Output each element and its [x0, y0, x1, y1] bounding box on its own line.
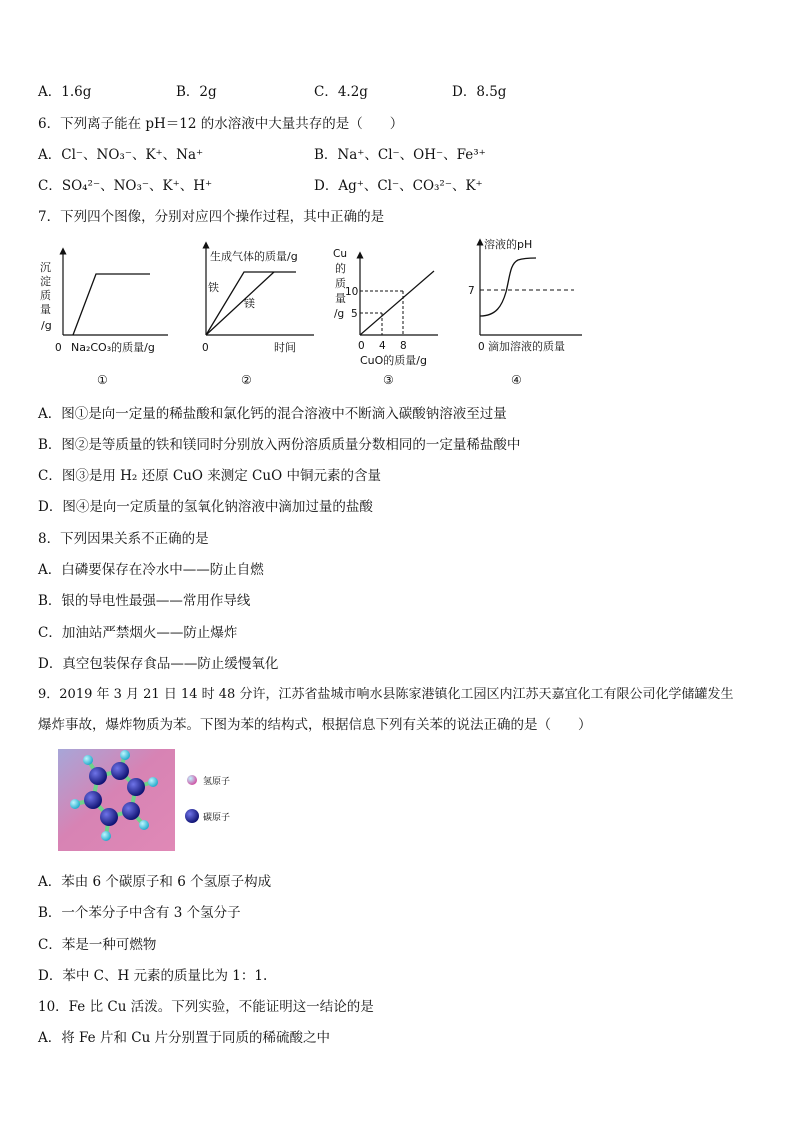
q6-option-c: C．SO₄²⁻、NO₃⁻、K⁺、H⁺: [38, 178, 213, 194]
carbon-legend-label: 碳原子: [203, 813, 231, 823]
q5-option-c: C．4.2g: [314, 84, 368, 100]
q10-stem: 10．Fe 比 Cu 活泼。下列实验，不能证明这一结论的是: [38, 999, 374, 1015]
graph-3-caption: ③: [383, 373, 394, 387]
q7-option-c: C．图③是用 H₂ 还原 CuO 来测定 CuO 中铜元素的含量: [38, 468, 381, 484]
hydrogen-legend-icon: [187, 775, 197, 785]
q7-stem: 7．下列四个图像，分别对应四个操作过程，其中正确的是: [38, 209, 385, 225]
q7-option-b: B．图②是等质量的铁和镁同时分别放入两份溶质质量分数相同的一定量稀盐酸中: [38, 437, 521, 453]
graph-1-xlabel: Na₂CO₃的质量/g: [71, 341, 155, 354]
q6-option-b: B．Na⁺、Cl⁻、OH⁻、Fe³⁺: [314, 147, 486, 163]
graph-3-tick-0: 0: [358, 340, 365, 352]
q9-option-c: C．苯是一种可燃物: [38, 937, 157, 953]
q5-option-d: D．8.5g: [452, 84, 507, 100]
graph-1-ylabel-5: /g: [41, 319, 52, 332]
q8-option-a: A．白磷要保存在冷水中——防止自燃: [38, 562, 264, 578]
graph-2-label-fe: 铁: [208, 281, 219, 294]
graph-3-ylabel-5: /g: [334, 308, 345, 320]
graph-1-ylabel-4: 量: [40, 303, 51, 316]
q9-option-a: A．苯由 6 个碳原子和 6 个氢原子构成: [38, 874, 272, 890]
graph-4-svg: [470, 236, 590, 361]
graph-3-tick-10: 10: [345, 286, 359, 298]
q6-stem: 6．下列离子能在 pH＝12 的水溶液中大量共存的是（ ）: [38, 116, 404, 132]
q9-stem-line2: 爆炸事故，爆炸物质为苯。下图为苯的结构式，根据信息下列有关苯的说法正确的是（ ）: [38, 717, 592, 733]
q9-stem-line1: 9．2019 年 3 月 21 日 14 时 48 分许，江苏省盐城市响水县陈家港镇化工园区内江苏天嘉宜化工有限公司化学储罐发生: [38, 687, 734, 702]
graph-3-tick-4: 4: [379, 340, 386, 352]
graph-3: [330, 243, 450, 373]
graph-2-svg: [196, 243, 326, 363]
q10-option-a: A．将 Fe 片和 Cu 片分别置于同质的稀硫酸之中: [38, 1030, 331, 1046]
graph-4: [470, 236, 590, 361]
graph-1-origin: 0: [55, 342, 62, 354]
graph-3-ylabel-2: 的: [335, 262, 346, 275]
graph-1-svg: [38, 243, 178, 363]
graph-4-caption: ④: [511, 373, 522, 387]
graph-4-tick-7: 7: [468, 285, 475, 297]
graph-4-xlabel: 滴加溶液的质量: [488, 340, 565, 353]
graph-4-origin: 0: [478, 341, 485, 353]
graph-1-caption: ①: [97, 373, 108, 387]
q6-option-d: D．Ag⁺、Cl⁻、CO₃²⁻、K⁺: [314, 178, 483, 194]
graph-3-ylabel-4: 量: [335, 292, 346, 305]
graph-4-ylabel: 溶液的pH: [484, 238, 533, 251]
carbon-legend-icon: [185, 809, 199, 823]
q8-option-d: D．真空包装保存食品——防止缓慢氧化: [38, 656, 279, 672]
benzene-legend-svg: [186, 774, 256, 834]
graph-3-ylabel-1: Cu: [333, 248, 347, 260]
graph-3-tick-5: 5: [351, 308, 358, 320]
q5-option-b: B．2g: [176, 84, 217, 100]
graph-3-svg: [330, 243, 450, 373]
q7-option-d: D．图④是向一定质量的氢氧化钠溶液中滴加过量的盐酸: [38, 499, 373, 515]
graph-1-ylabel-3: 质: [40, 289, 51, 302]
benzene-legend: [186, 774, 256, 834]
graph-2: [196, 243, 326, 363]
q5-option-a: A．1.6g: [38, 84, 92, 100]
benzene-model-image: [58, 749, 175, 851]
graph-3-xlabel: CuO的质量/g: [360, 354, 427, 367]
q9-option-b: B．一个苯分子中含有 3 个氢分子: [38, 905, 241, 921]
graph-2-origin: 0: [202, 342, 209, 354]
graph-1-curve: [73, 274, 150, 335]
graph-4-curve: [480, 258, 536, 316]
q7-option-a: A．图①是向一定量的稀盐酸和氯化钙的混合溶液中不断滴入碳酸钠溶液至过量: [38, 406, 507, 422]
q8-stem: 8．下列因果关系不正确的是: [38, 531, 209, 547]
hydrogen-legend-label: 氢原子: [203, 777, 231, 787]
graph-3-ylabel-3: 质: [335, 277, 346, 290]
graph-2-ylabel: 生成气体的质量/g: [210, 250, 298, 263]
graph-2-caption: ②: [241, 373, 252, 387]
q8-option-b: B．银的导电性最强——常用作导线: [38, 593, 251, 609]
graph-1-ylabel-1: 沉: [40, 261, 51, 274]
q9-option-d: D．苯中 C、H 元素的质量比为 1：1.: [38, 968, 268, 984]
graph-2-xlabel: 时间: [274, 341, 296, 354]
q6-option-a: A．Cl⁻、NO₃⁻、K⁺、Na⁺: [38, 147, 204, 163]
graph-2-label-mg: 镁: [244, 297, 255, 310]
q8-option-c: C．加油站严禁烟火——防止爆炸: [38, 625, 238, 641]
graph-3-line: [360, 271, 434, 335]
graph-1-ylabel-2: 淀: [40, 275, 51, 288]
graph-1: [38, 243, 178, 363]
benzene-model-svg: [58, 749, 175, 851]
graph-3-tick-8: 8: [400, 340, 407, 352]
